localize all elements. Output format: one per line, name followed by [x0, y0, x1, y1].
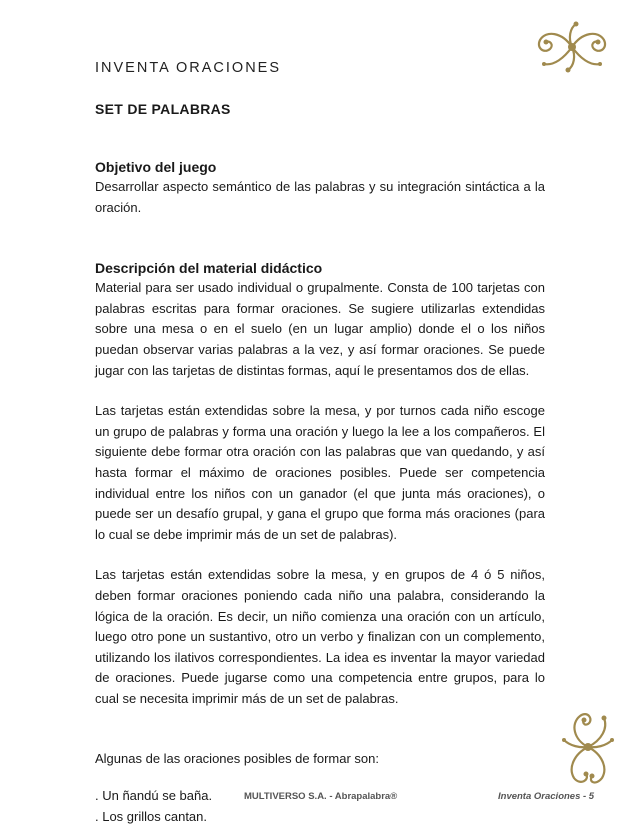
objetivo-heading: Objetivo del juego: [95, 159, 217, 175]
footer-page-number: Inventa Oraciones - 5: [498, 791, 595, 802]
descripcion-paragraph: Las tarjetas están extendidas sobre la mesa, y por turnos cada niño escoge un grupo de palabras y forma una oración y luego la lee a los compañeros. El siguiente debe formar otra oración con las palabras que van quedando, y así hasta formar el máximo de oraciones posibles. Puede ser competencia individual entre los niños con un ganador (el que junta más oraciones), o puede ser un desafío grupal, y gana el grupo que forma más oraciones (para lo cual se debe imprimir más de un set de palabras).: [95, 403, 545, 542]
example-item: . Un ñandú se baña.: [95, 788, 213, 804]
descripcion-paragraph: Material para ser usado individual o grupalmente. Consta de 100 tarjetas con palabras escritas para formar oraciones. Se sugiere utilizarlas extendidas sobre una mesa o en el suelo (en un lugar amplio) donde el o los niños puedan observar varias palabras a la vez, y así formar oraciones. Se puede jugar con las tarjetas de distintas formas, aquí le presentamos dos de ellas.: [95, 280, 545, 378]
page-footer: [0, 791, 638, 805]
objetivo-text: Desarrollar aspecto semántico de las palabras y su integración sintáctica a la oración.: [95, 179, 545, 215]
descripcion-paragraph: Las tarjetas están extendidas sobre la mesa, y en grupos de 4 ó 5 niños, deben formar oraciones poniendo cada niño una palabra, considerando la lógica de la oración. Es decir, un niño comienza una oración con un artículo, luego otro pone un sustantivo, otro un verbo y finalizan con un complemento, utilizando los ilativos correspondientes. La idea es inventar la mayor variedad de oraciones. Puede jugarse como una competencia entre grupos, para lo cual se necesita imprimir más de un set de palabras.: [95, 567, 545, 706]
section-title: SET DE PALABRAS: [95, 101, 231, 117]
page-content: [95, 58, 545, 827]
ornament-bottom-icon: [560, 706, 616, 788]
descripcion-heading: Descripción del material didáctico: [95, 260, 323, 277]
example-item: . Los grillos cantan.: [95, 808, 208, 824]
footer-publisher: MULTIVERSO S.A. - Abrapalabra®: [244, 791, 398, 802]
examples-intro: Algunas de las oraciones posibles de formar son:: [95, 751, 379, 767]
document-title: INVENTA ORACIONES: [95, 60, 282, 76]
